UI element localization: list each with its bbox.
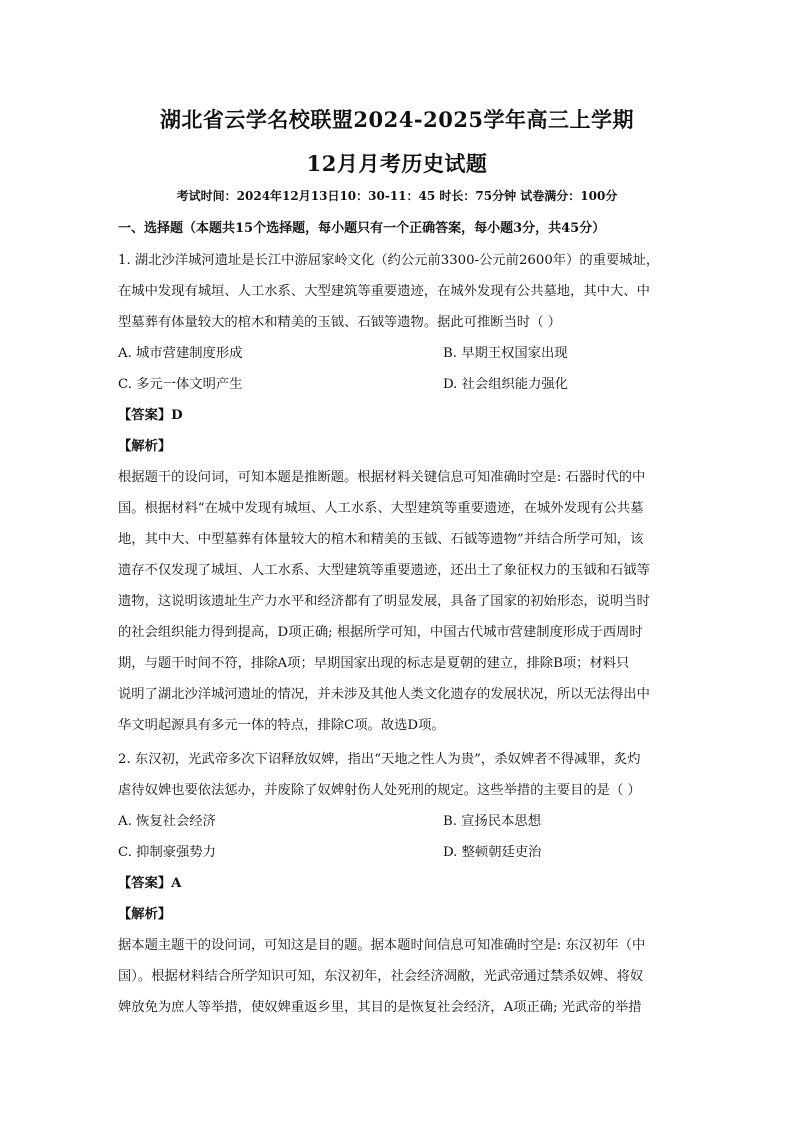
q1-option-c: C. 多元一体文明产生 bbox=[118, 377, 243, 392]
q2-option-b: B. 宣扬民本思想 bbox=[443, 814, 542, 829]
q1-analysis-label: 【解析】 bbox=[118, 439, 172, 454]
q2-analysis-line: 据本题主题干的设问词，可知这是目的题。据本题时间信息可知准确时空是: 东汉初年（中 bbox=[118, 938, 646, 953]
q1-analysis-line: 说明了湖北沙洋城河遗址的情况，并未涉及其他人类文化遗存的发展状况，所以无法得出中 bbox=[118, 687, 650, 702]
q1-option-d: D. 社会组织能力强化 bbox=[443, 377, 569, 392]
q2-answer: 【答案】A bbox=[118, 876, 182, 891]
q1-stem-line: 在城中发现有城垣、人工水系、大型建筑等重要遗迹，在城外发现有公共墓地，其中大、中 bbox=[118, 284, 650, 299]
q2-analysis-line: 婢放免为庶人等举措，使奴婢重返乡里，其目的是恢复社会经济，A项正确; 光武帝的举措 bbox=[118, 1000, 642, 1015]
q2-option-d: D. 整顿朝廷吏治 bbox=[443, 845, 542, 860]
q1-analysis-line: 的社会组织能力得到提高，D项正确; 根据所学可知，中国古代城市营建制度形成于西周时 bbox=[118, 625, 643, 640]
q1-stem-line: 1. 湖北沙洋城河遗址是长江中游屈家岭文化（约公元前3300-公元前2600年）的重要城址， bbox=[118, 253, 660, 268]
exam-meta: 考试时间：2024年12月13日10：30-11：45 时长：75分钟 试卷满分：100分 bbox=[176, 189, 618, 203]
q1-answer: 【答案】D bbox=[118, 408, 183, 423]
q1-analysis-line: 地，其中大、中型墓葬有体量较大的棺木和精美的玉钺、石钺等遗物”并结合所学可知，该 bbox=[118, 532, 644, 547]
q1-analysis-line: 遗物，这说明该遗址生产力水平和经济都有了明显发展，具备了国家的初始形态，说明当时 bbox=[118, 594, 650, 609]
q2-option-a: A. 恢复社会经济 bbox=[118, 814, 216, 829]
q1-stem-line: 型墓葬有体量较大的棺木和精美的玉钺、石钺等遗物。据此可推断当时（ ） bbox=[118, 315, 562, 330]
q1-analysis-line: 期，与题干时间不符，排除A项；早期国家出现的标志是夏朝的建立，排除B项；材料只 bbox=[118, 656, 630, 671]
exam-title-line2: 12月月考历史试题 bbox=[306, 151, 488, 176]
q1-analysis-line: 华文明起源具有多元一体的特点，排除C项。故选D项。 bbox=[118, 718, 445, 733]
q1-analysis-line: 遗存不仅发现了城垣、人工水系、大型建筑等重要遗迹，还出土了象征权力的玉钺和石钺等 bbox=[118, 563, 650, 578]
q2-option-c: C. 抑制豪强势力 bbox=[118, 845, 216, 860]
section-heading: 一、选择题（本题共15个选择题，每小题只有一个正确答案，每小题3分，共45分） bbox=[118, 221, 606, 236]
q2-stem-line: 2. 东汉初，光武帝多次下诏释放奴婢，指出“天地之性人为贵”，杀奴婢者不得减罪，炙灼 bbox=[118, 752, 641, 767]
q2-analysis-label: 【解析】 bbox=[118, 907, 172, 922]
q1-analysis-line: 根据题干的设问词，可知本题是推断题。根据材料关键信息可知准确时空是: 石器时代的中 bbox=[118, 470, 646, 485]
q1-option-b: B. 早期王权国家出现 bbox=[443, 346, 568, 361]
q1-option-a: A. 城市营建制度形成 bbox=[118, 346, 243, 361]
q2-analysis-line: 国）。根据材料结合所学知识可知，东汉初年，社会经济凋敝，光武帝通过禁杀奴婢、将奴 bbox=[118, 969, 644, 984]
q1-analysis-line: 国。根据材料“在城中发现有城垣、人工水系、大型建筑等重要遗迹，在城外发现有公共墓 bbox=[118, 501, 644, 516]
q2-stem-line: 虐待奴婢也要依法惩办，并废除了奴婢射伤人处死刑的规定。这些举措的主要目的是（ ） bbox=[118, 783, 641, 798]
exam-title-line1: 湖北省云学名校联盟2024-2025学年高三上学期 bbox=[159, 107, 635, 132]
